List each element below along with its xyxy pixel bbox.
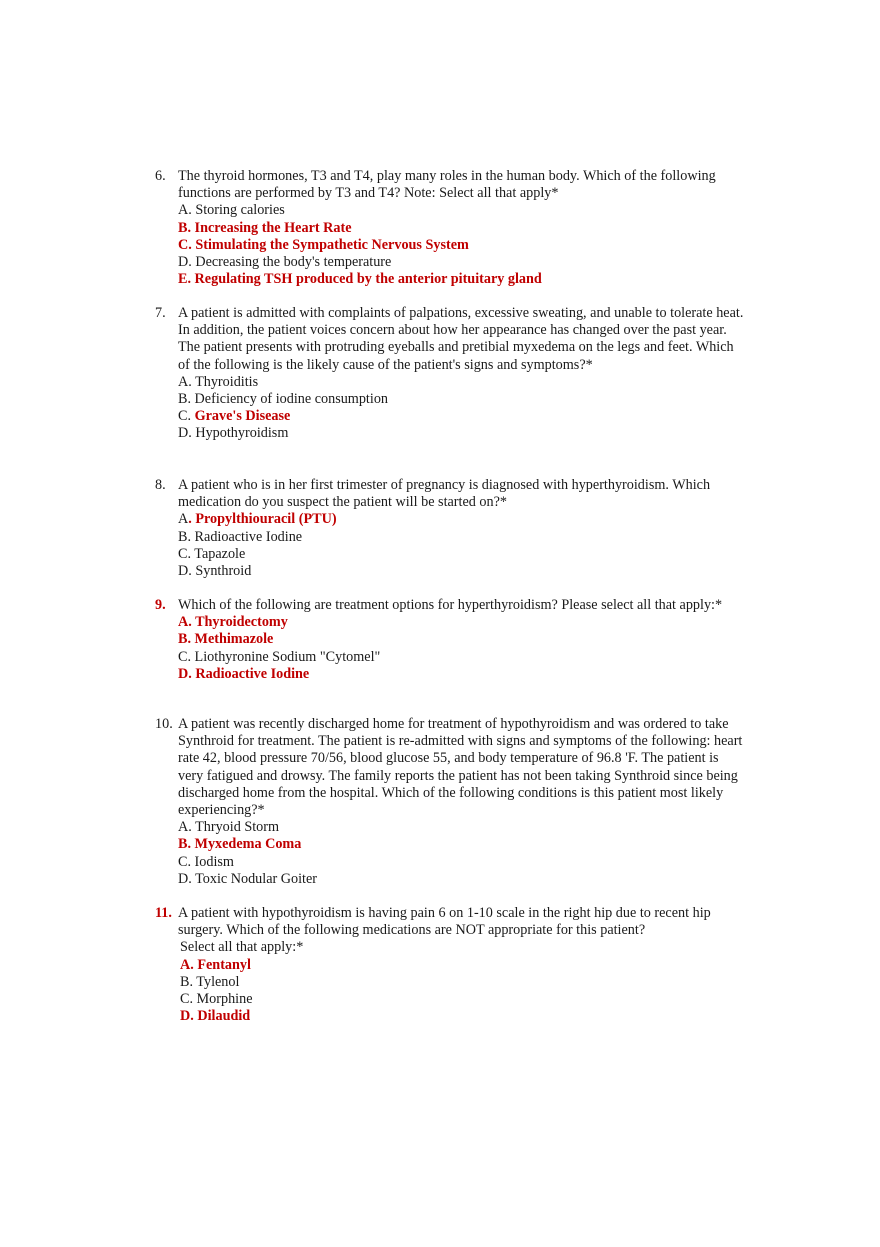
question-number: 8. xyxy=(155,477,166,493)
option-b-correct: B. Increasing the Heart Rate xyxy=(178,219,352,236)
option-d: D. Hypothyroidism xyxy=(178,425,289,442)
option-a-correct: A. Thyroidectomy xyxy=(178,614,288,631)
option-b-correct: B. Myxedema Coma xyxy=(178,836,302,853)
question-6 xyxy=(155,168,745,288)
option-d: D. Toxic Nodular Goiter xyxy=(178,870,318,887)
question-instruction: Select all that apply:* xyxy=(180,939,304,956)
option-a-correct: A. Fentanyl xyxy=(180,956,251,973)
option-d: D. Synthroid xyxy=(178,563,252,580)
option-c: C. Tapazole xyxy=(178,545,246,562)
question-stem: Which of the following are treatment options for hyperthyroidism? Please select all that apply:* xyxy=(178,597,723,613)
option-c-correct: C. Stimulating the Sympathetic Nervous System xyxy=(178,236,469,253)
option-a: A. Thryoid Storm xyxy=(178,819,280,836)
option-text: Grave's Disease xyxy=(194,408,291,425)
option-e-correct: E. Regulating TSH produced by the anterior pituitary gland xyxy=(178,271,542,288)
option-a: A. Thyroiditis xyxy=(178,373,259,390)
option-a: A. Storing calories xyxy=(178,202,285,219)
question-11 xyxy=(155,905,745,1025)
question-number: 9. xyxy=(155,597,166,613)
option-c-correct xyxy=(178,408,745,425)
option-d: D. Decreasing the body's temperature xyxy=(178,254,392,271)
option-prefix: C. xyxy=(178,408,195,425)
question-7 xyxy=(155,305,745,443)
option-c: C. Iodism xyxy=(178,853,234,870)
option-text: . Propylthiouracil (PTU) xyxy=(188,511,337,528)
option-b: B. Deficiency of iodine consumption xyxy=(178,391,389,408)
option-b-correct: B. Methimazole xyxy=(178,631,274,648)
question-number: 10. xyxy=(155,716,173,732)
question-stem: The thyroid hormones, T3 and T4, play many roles in the human body. Which of the following functions are performed by T3 and T4? Note: Select all that apply* xyxy=(178,168,716,202)
question-number: 11. xyxy=(155,905,172,921)
question-8 xyxy=(155,477,745,580)
option-a-correct xyxy=(178,511,745,528)
question-number: 6. xyxy=(155,168,166,184)
option-c: C. Morphine xyxy=(180,991,253,1008)
question-number: 7. xyxy=(155,305,166,321)
question-stem: A patient with hypothyroidism is having pain 6 on 1-10 scale in the right hip due to recent hip surgery. Which of the following medications are NOT appropriate for this patient? xyxy=(178,905,711,939)
question-stem: A patient who is in her first trimester of pregnancy is diagnosed with hyperthyroidism. Which medication do you suspect the patient will be started on?* xyxy=(178,477,711,511)
option-d-correct: D. Radioactive Iodine xyxy=(178,665,310,682)
option-d-correct: D. Dilaudid xyxy=(180,1008,251,1025)
question-stem: A patient is admitted with complaints of palpations, excessive sweating, and unable to tolerate heat. In addition, the patient voices concern about how her appearance has changed over the past year. The patient presents with protruding eyeballs and pretibial myxedema on the legs and feet. Which of the following is the likely cause of the patient's signs and symptoms?* xyxy=(178,305,744,373)
option-prefix: A xyxy=(178,511,189,528)
option-c: C. Liothyronine Sodium "Cytomel" xyxy=(178,648,381,665)
option-b: B. Radioactive Iodine xyxy=(178,528,303,545)
question-stem: A patient was recently discharged home for treatment of hypothyroidism and was ordered to take Synthroid for treatment. The patient is re-admitted with signs and symptoms of the following: heart rate 42, blood pressure 70/56, blood glucose 55, and body temperature of 96.8 'F. The patient is very fatigued and drowsy. The family reports the patient has not been taking Synthroid since being discharged home from the hospital. Which of the following conditions is this patient most likely experiencing?* xyxy=(178,716,743,819)
question-9 xyxy=(155,597,745,683)
option-b: B. Tylenol xyxy=(180,973,240,990)
question-10 xyxy=(155,716,745,888)
